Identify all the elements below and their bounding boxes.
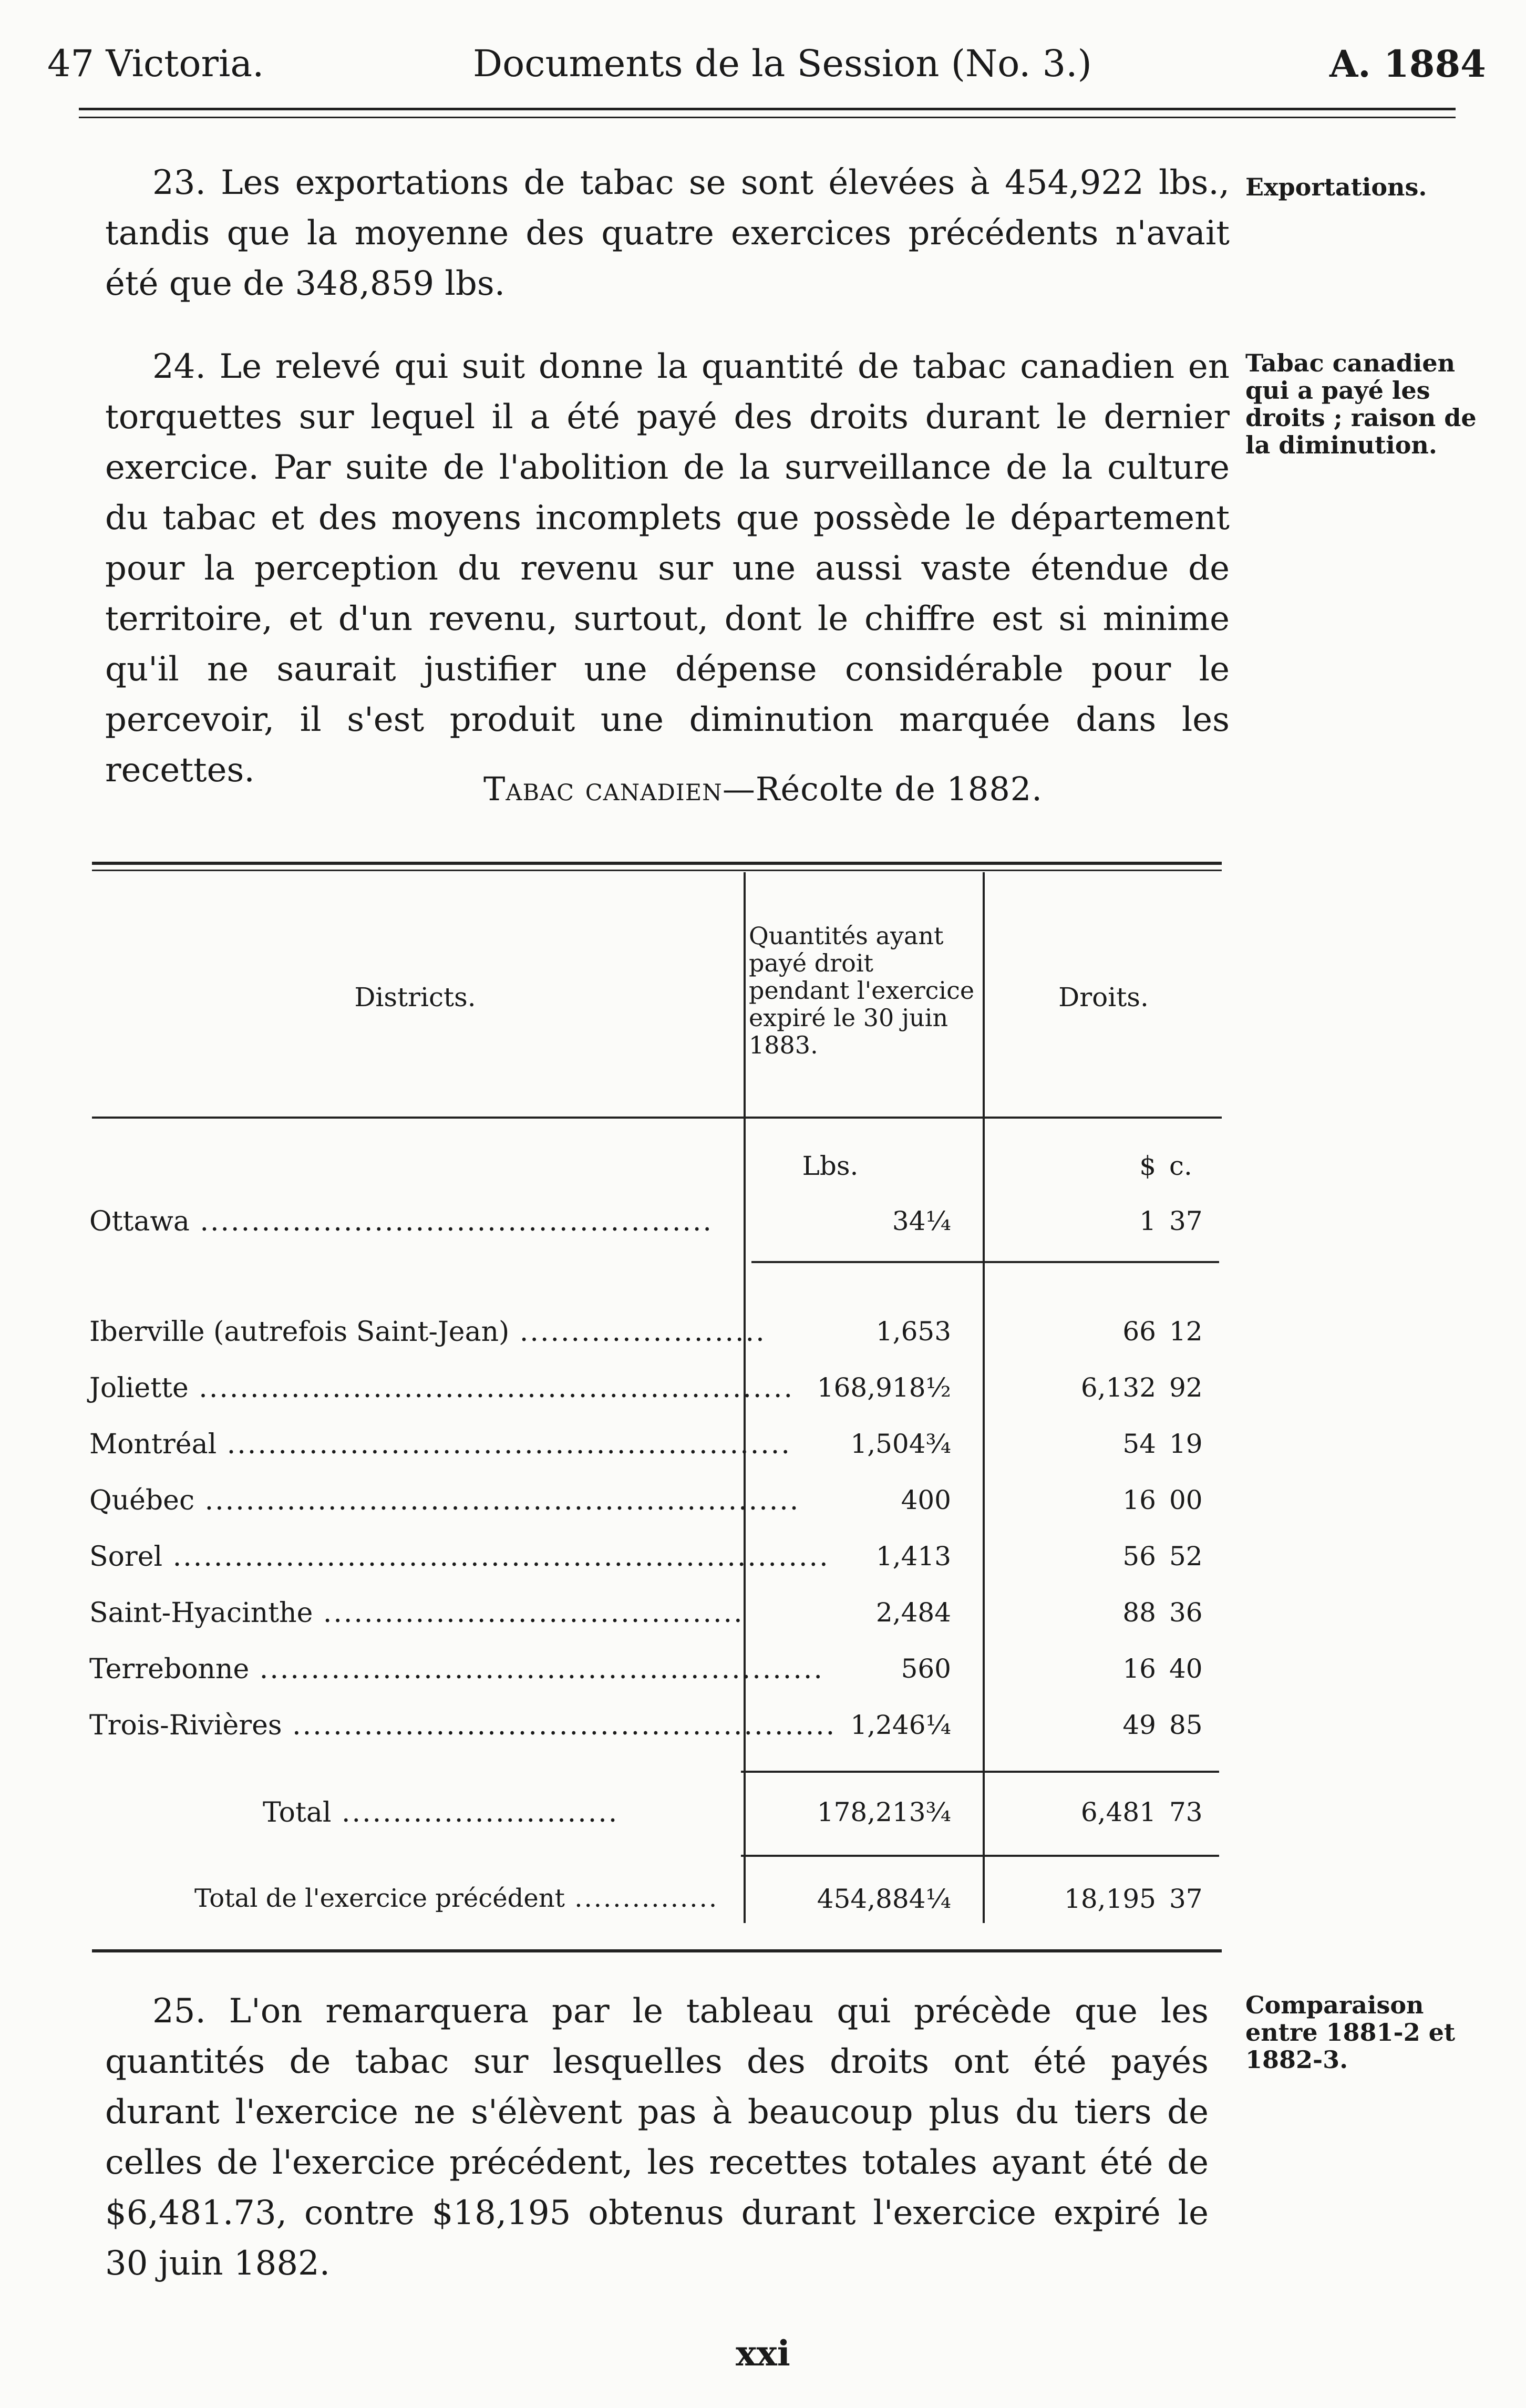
- table-row-label: Joliette ..........................................................: [89, 1372, 794, 1404]
- table-title-rest: —Récolte de 1882.: [722, 770, 1043, 808]
- table-row-label: Sorel ................................................................: [89, 1541, 830, 1573]
- previous-label: Total de l'exercice précédent ...............: [194, 1884, 719, 1913]
- previous-cents: 37: [1169, 1884, 1203, 1914]
- header-title: Documents de la Session (No. 3.): [473, 42, 1092, 85]
- header-quantites: Quantités ayant payé droit pendant l'exercice expiré le 30 juin 1883.: [749, 922, 975, 1059]
- cell-dollars: 49: [1122, 1710, 1156, 1740]
- unit-dollars: $: [1139, 1151, 1156, 1181]
- margin-note-comparaison: Comparaison entre 1881-2 et 1882-3.: [1245, 1991, 1456, 2074]
- previous-dollars: 18,195: [1064, 1884, 1156, 1914]
- cell-cents: 52: [1169, 1541, 1203, 1572]
- table-title: [0, 770, 1526, 808]
- cell-dollars: 54: [1122, 1429, 1156, 1459]
- margin-note-exportations: Exportations.: [1245, 173, 1427, 201]
- cell-lbs: 1,246¼: [850, 1710, 951, 1740]
- previous-lbs: 454,884¼: [817, 1884, 951, 1914]
- cell-dollars: 16: [1122, 1653, 1156, 1684]
- paragraph-23: [105, 158, 1230, 309]
- cell-lbs: 1,653: [875, 1316, 951, 1347]
- table-row-label: Québec ..........................................................: [89, 1485, 800, 1516]
- table-row-label: Trois-Rivières .....................................................: [89, 1710, 837, 1741]
- cell-dollars: 16: [1122, 1485, 1156, 1515]
- cell-dollars: 6,132: [1080, 1372, 1156, 1403]
- header-districts: Districts.: [354, 982, 476, 1012]
- total-dollars: 6,481: [1080, 1797, 1156, 1827]
- page-number: xxi: [736, 2333, 790, 2374]
- header-year: A. 1884: [1329, 42, 1486, 86]
- cell-lbs: 34¼: [892, 1206, 951, 1236]
- header-session: 47 Victoria.: [47, 42, 264, 85]
- cell-lbs: 2,484: [875, 1597, 951, 1628]
- table-header-rule: [92, 1117, 1222, 1119]
- cell-lbs: 1,413: [875, 1541, 951, 1572]
- cell-cents: 40: [1169, 1653, 1203, 1684]
- total-lbs: 178,213¾: [817, 1797, 951, 1827]
- previous-rule: [741, 1855, 1219, 1857]
- header-rule: [79, 108, 1456, 110]
- unit-cents: c.: [1169, 1151, 1192, 1181]
- paragraph-24: [105, 342, 1230, 795]
- table-row-label: Saint-Hyacinthe .........................................: [89, 1597, 744, 1629]
- cell-lbs: 560: [901, 1653, 951, 1684]
- unit-lbs: Lbs.: [802, 1151, 859, 1181]
- cell-cents: 92: [1169, 1372, 1203, 1403]
- header-droits: Droits.: [1058, 982, 1149, 1012]
- table-bottom-rule: [92, 1949, 1222, 1952]
- total-cents: 73: [1169, 1797, 1203, 1827]
- paragraph-24-text: 24. Le relevé qui suit donne la quantité de tabac canadien en torquettes sur lequel il a été payé des droits durant le dernier exercice. Par suite de l'abolition de la surveillance de la culture du tabac et des moyens incomplets que possède le département pour la perception du revenu sur une aussi vaste étendue de territoire, et d'un revenu, surtout, dont le chiffre est si minime qu'il ne saurait justifier une dépense considérable pour le percevoir, il s'est produit une diminution marquée dans les recettes.: [105, 347, 1230, 790]
- table-row-label: Terrebonne .......................................................: [89, 1653, 824, 1685]
- paragraph-25: [105, 1986, 1209, 2289]
- table-row-label: Montréal .......................................................: [89, 1429, 791, 1460]
- cell-cents: 12: [1169, 1316, 1203, 1347]
- total-label: Total ...........................: [263, 1797, 619, 1828]
- table-col-divider-2: [983, 872, 985, 1923]
- cell-lbs: 1,504¾: [850, 1429, 951, 1459]
- cell-dollars: 88: [1122, 1597, 1156, 1628]
- cell-cents: 19: [1169, 1429, 1203, 1459]
- cell-lbs: 400: [901, 1485, 951, 1515]
- paragraph-25-text: 25. L'on remarquera par le tableau qui précède que les quantités de tabac sur lesquelles des droits ont été payés durant l'exercice ne s'élèvent pas à beaucoup plus du tiers de celles de l'exercice précédent, les recettes totales ayant été de $6,481.73, contre $18,195 obtenus durant l'exercice expiré le 30 juin 1882.: [105, 1992, 1209, 2283]
- cell-lbs: 168,918½: [817, 1372, 951, 1403]
- table-top-rule: [92, 862, 1222, 865]
- cell-dollars: 1: [1139, 1206, 1156, 1236]
- table-title-smallcaps: Tabac canadien: [483, 770, 723, 808]
- total-rule: [741, 1771, 1219, 1773]
- table-row-label: Iberville (autrefois Saint-Jean) ........................: [89, 1316, 766, 1348]
- paragraph-23-text: 23. Les exportations de tabac se sont élevées à 454,922 lbs., tandis que la moyenne des quatre exercices précédents n'avait été que de 348,859 lbs.: [105, 163, 1230, 303]
- header-rule-2: [79, 117, 1456, 118]
- cell-cents: 37: [1169, 1206, 1203, 1236]
- cell-cents: 36: [1169, 1597, 1203, 1628]
- ottawa-rule: [751, 1261, 1219, 1263]
- cell-cents: 85: [1169, 1710, 1203, 1740]
- table-top-rule-2: [92, 870, 1222, 871]
- page-header: [0, 42, 1526, 89]
- cell-cents: 00: [1169, 1485, 1203, 1515]
- cell-dollars: 56: [1122, 1541, 1156, 1572]
- margin-note-tabac: Tabac canadien qui a payé les droits ; raison de la diminution.: [1245, 349, 1477, 459]
- cell-dollars: 66: [1122, 1316, 1156, 1347]
- table-row-label: Ottawa ..................................................: [89, 1206, 713, 1237]
